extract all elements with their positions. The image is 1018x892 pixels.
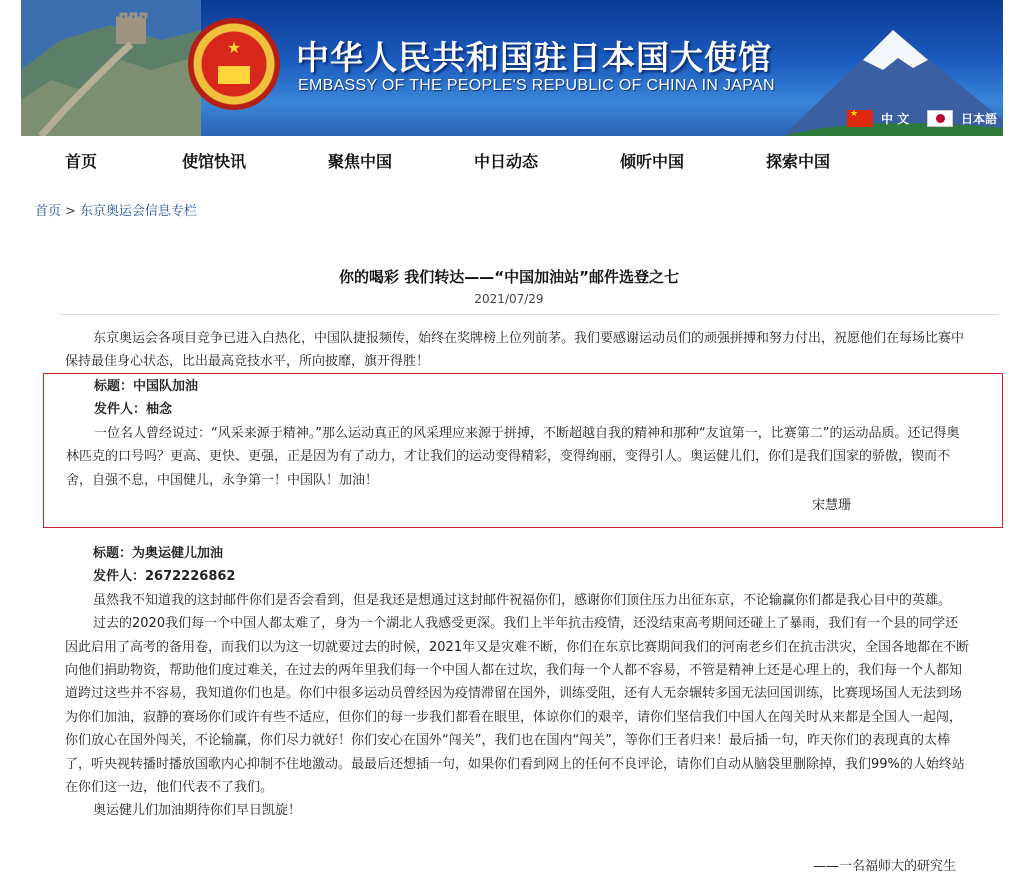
article-title: 你的喝彩 我们转达——“中国加油站”邮件选登之七 bbox=[339, 268, 679, 286]
intro-paragraph: 东京奥运会各项目竞争已进入白热化，中国队捷报频传，始终在奖牌榜上位列前茅。我们要感谢运动员们的顽强拼搏和努力付出，祝愿他们在每场比赛中保持最佳身心状态，比出最高竞技水平，所向披靡，旗开得胜！ bbox=[65, 331, 965, 370]
featured-letter-box bbox=[43, 373, 1003, 528]
nav-embassy-news[interactable]: 使馆快讯 bbox=[182, 152, 247, 171]
letter2-paragraph: 虽然我不知道我的这封邮件你们是否会看到，但是我还是想通过这封邮件祝福你们，感谢你们顶住压力出征东京，不论输赢你们都是我心目中的英雄。 bbox=[93, 592, 952, 608]
main-nav bbox=[0, 136, 1018, 182]
letter1-signature: 宋慧珊 bbox=[812, 498, 852, 513]
header-banner bbox=[21, 0, 1003, 136]
breadcrumb-section[interactable]: 东京奥运会信息专栏 bbox=[79, 204, 197, 219]
lang-chinese-link[interactable] bbox=[847, 109, 909, 127]
nav-china-japan[interactable]: 中日动态 bbox=[474, 152, 539, 171]
breadcrumb-home[interactable]: 首页 bbox=[35, 204, 62, 219]
nav-home[interactable]: 首页 bbox=[65, 152, 98, 171]
letter1-subject: 标题：中国队加油 bbox=[94, 379, 199, 394]
article-date: 2021/07/29 bbox=[474, 292, 544, 306]
nav-focus-china[interactable]: 聚焦中国 bbox=[328, 152, 393, 171]
china-flag-icon bbox=[847, 110, 873, 127]
nav-explore-china[interactable]: 探索中国 bbox=[766, 152, 831, 171]
lang-chinese-label: 中 文 bbox=[881, 111, 910, 126]
letter2 bbox=[65, 542, 970, 823]
letter2-paragraph: 奥运健儿们加油期待你们早日凯旋！ bbox=[93, 803, 302, 819]
breadcrumb-separator: > bbox=[65, 204, 76, 219]
national-emblem: ★ bbox=[188, 18, 280, 110]
letter1-sender: 发件人：柚念 bbox=[94, 402, 173, 418]
letter2-signature: ——一名福师大的研究生 bbox=[813, 859, 957, 874]
lang-japanese-link[interactable] bbox=[927, 109, 997, 127]
letter2-subject: 标题：为奥运健儿加油 bbox=[93, 546, 224, 561]
letter2-sender: 发件人：2672226862 bbox=[93, 569, 236, 585]
site-title: 中华人民共和国驻日本国大使馆 bbox=[296, 38, 772, 77]
article-intro bbox=[65, 327, 970, 374]
great-wall-illustration bbox=[21, 0, 201, 136]
nav-listen-china[interactable]: 倾听中国 bbox=[620, 152, 685, 171]
title-divider bbox=[60, 314, 998, 315]
lang-japanese-label: 日本語 bbox=[961, 111, 998, 126]
letter2-paragraph: 过去的2020我们每一个中国人都太难了，身为一个湖北人我感受更深。我们上半年抗击疫情，还没结束高考期间还碰上了暴雨，我们有一个县的同学还因此启用了高考的备用卷，而我们以为这一切就要过去的时候，2021年又是灾难不断，你们在东京比赛期间我们的河南老乡们在抗击洪灾，全国各地都在不断向他们捐助物资，帮助他们度过难关，在过去的两年里我们每一个中国人都在过坎，我们每一个人都不容易，不管是精神上还是心理上的，我们每一个人都知道跨过这些并不容易，我知道你们也是。你们中很多运动员曾经因为疫情滞留在国外，训练受阻，还有人无奈辗转多国无法回国训练，比赛现场国人无法到场为你们加油，寂静的赛场你们或许有些不适应，但你们的每一步我们都看在眼里，体谅你们的艰辛，请你们坚信我们中国人在闯关时从来都是全国人一起闯，你们放心在国外闯关，不论输赢，你们尽力就好！你们安心在国外“闯关”，我们也在国内“闯关”，等你们王者归来！最后插一句，昨天你们的表现真的太棒了，听央视转播时播放国歌内心抑制不住地激动。最最后还想插一句，如果你们看到网上的任何不良评论，请你们自动从脑袋里删除掉，我们99%的人始终站在你们这一边，他们代表不了我们。 bbox=[65, 616, 970, 796]
site-subtitle: EMBASSY OF THE PEOPLE'S REPUBLIC OF CHINA IN JAPAN bbox=[298, 77, 775, 94]
japan-flag-icon bbox=[927, 110, 953, 127]
breadcrumb bbox=[35, 200, 197, 219]
letter1-body: 一位名人曾经说过：“风采来源于精神。”那么运动真正的风采理应来源于拼搏，不断超越自我的精神和那种“友谊第一，比赛第二”的运动品质。还记得奥林匹克的口号吗？更高、更快、更强，正是因为有了动力，才让我们的运动变得精彩，变得绚丽，变得引人。奥运健儿们，你们是我们国家的骄傲，锲而不舍，自强不息，中国健儿，永争第一！中国队！加油！ bbox=[66, 425, 960, 488]
